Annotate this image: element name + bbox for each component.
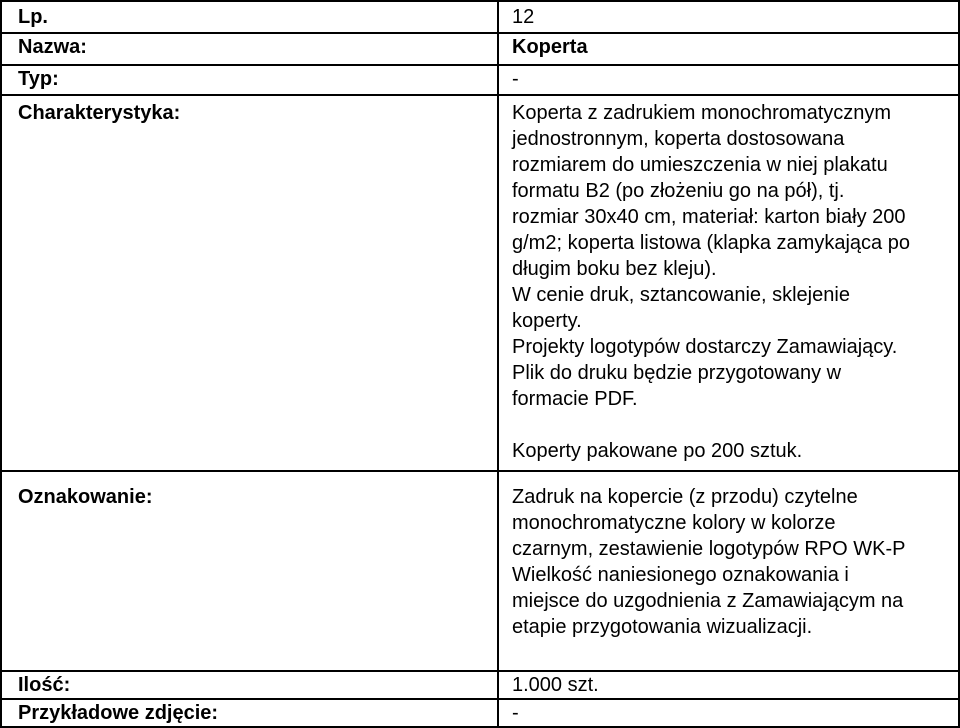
- label-oznakowanie: Oznakowanie:: [1, 471, 498, 671]
- value-nazwa: Koperta: [498, 33, 959, 65]
- charakterystyka-footer: Koperty pakowane po 200 sztuk.: [512, 440, 803, 462]
- charakterystyka-line: W cenie druk, sztancowanie, sklejenie: [512, 284, 850, 306]
- row-typ: [1, 65, 959, 95]
- oznakowanie-line: monochromatyczne kolory w kolorze: [512, 512, 836, 534]
- row-ilosc: [1, 671, 959, 699]
- oznakowanie-line: miejsce do uzgodnienia z Zamawiającym na: [512, 590, 904, 612]
- value-oznakowanie: [498, 471, 959, 671]
- charakterystyka-line: Projekty logotypów dostarczy Zamawiający.: [512, 336, 898, 358]
- value-typ: -: [498, 65, 959, 95]
- charakterystyka-line: Plik do druku będzie przygotowany w: [512, 362, 842, 384]
- oznakowanie-line: etapie przygotowania wizualizacji.: [512, 616, 813, 638]
- oznakowanie-line: Zadruk na kopercie (z przodu) czytelne: [512, 486, 858, 508]
- row-przykladowe-zdjecie: [1, 699, 959, 727]
- charakterystyka-line: długim boku bez kleju).: [512, 258, 717, 280]
- label-przykladowe-zdjecie: Przykładowe zdjęcie:: [1, 699, 498, 727]
- label-typ: Typ:: [1, 65, 498, 95]
- row-oznakowanie: [1, 471, 959, 671]
- row-charakterystyka: [1, 95, 959, 471]
- label-lp: Lp.: [1, 1, 498, 33]
- label-nazwa: Nazwa:: [1, 33, 498, 65]
- row-lp: [1, 1, 959, 33]
- oznakowanie-line: Wielkość naniesionego oznakowania i: [512, 564, 849, 586]
- charakterystyka-line: jednostronnym, koperta dostosowana: [512, 128, 845, 150]
- label-charakterystyka: Charakterystyka:: [1, 95, 498, 471]
- charakterystyka-line: koperty.: [512, 310, 582, 332]
- paragraph-gap: [512, 412, 954, 438]
- label-ilosc: Ilość:: [1, 671, 498, 699]
- charakterystyka-line: rozmiar 30x40 cm, materiał: karton biały 200: [512, 206, 906, 228]
- charakterystyka-line: rozmiarem do umieszczenia w niej plakatu: [512, 154, 888, 176]
- value-charakterystyka: [498, 95, 959, 471]
- oznakowanie-line: czarnym, zestawienie logotypów RPO WK-P: [512, 538, 906, 560]
- charakterystyka-line: Koperta z zadrukiem monochromatycznym: [512, 102, 892, 124]
- charakterystyka-line: formacie PDF.: [512, 388, 638, 410]
- value-lp: 12: [498, 1, 959, 33]
- value-przykladowe-zdjecie: -: [498, 699, 959, 727]
- charakterystyka-line: g/m2; koperta listowa (klapka zamykająca po: [512, 232, 910, 254]
- value-ilosc: 1.000 szt.: [498, 671, 959, 699]
- row-nazwa: [1, 33, 959, 65]
- charakterystyka-line: formatu B2 (po złożeniu go na pół), tj.: [512, 180, 845, 202]
